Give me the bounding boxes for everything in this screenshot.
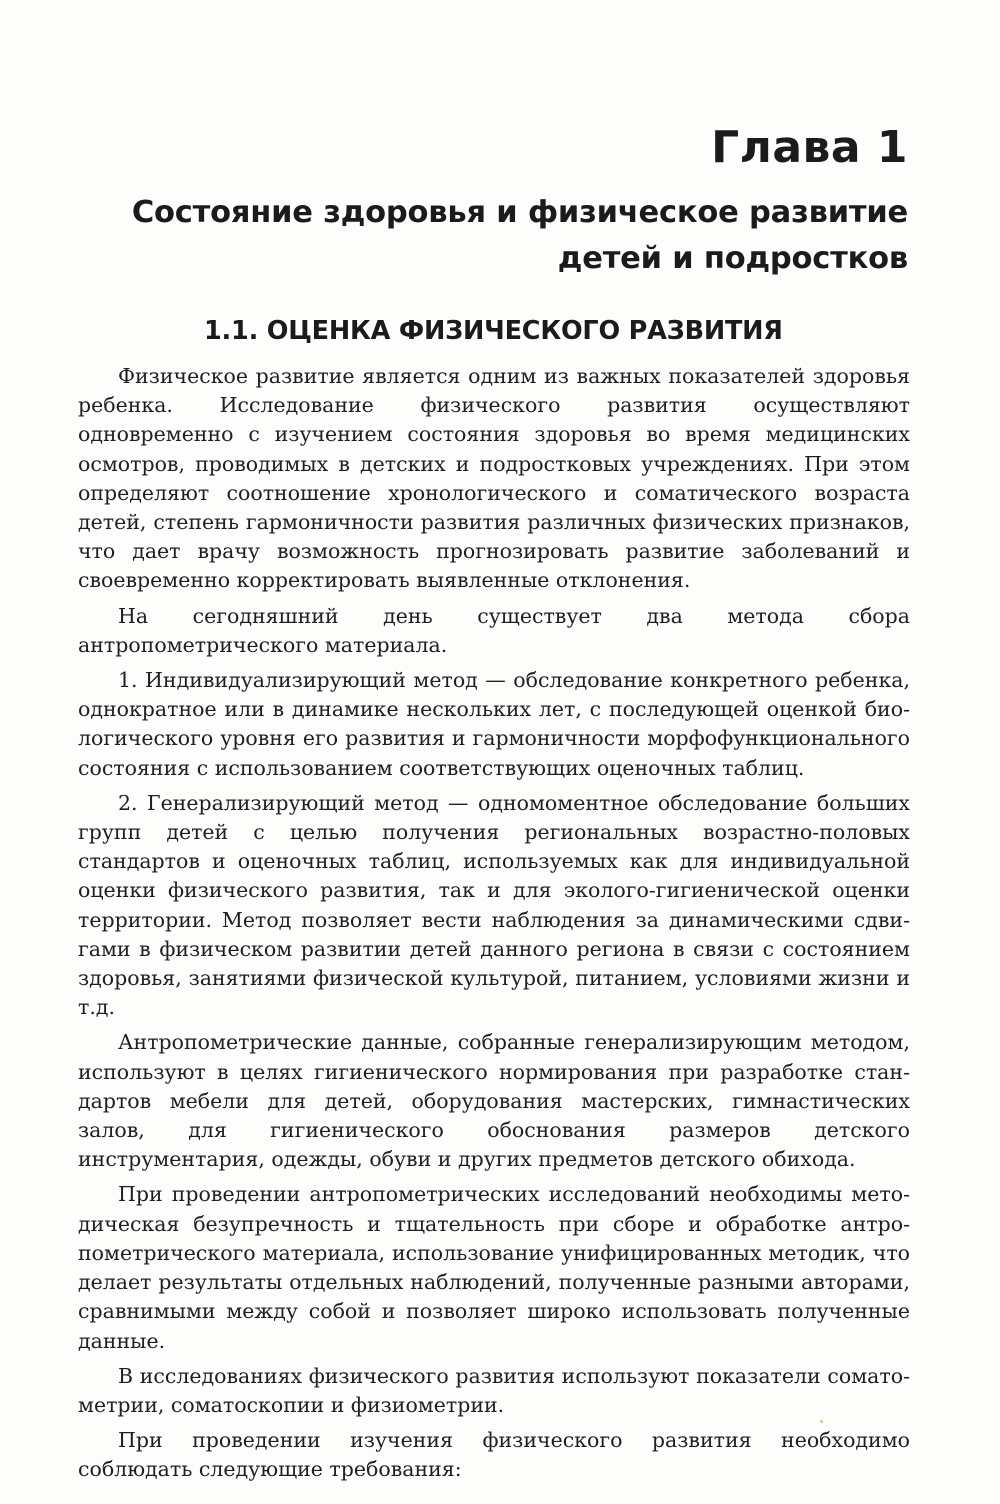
paragraph: Антропометрические данные, собранные генерализирующим методом, используют в целях гигиенического нормирования при разработке стандартов мебели для детей, оборудования мастерских, гимнастических залов, для гигиенического обоснования размеров детского инструментария, одежды, обуви и других предметов детского обихода. [78,1030,910,1172]
chapter-label: Глава 1 [711,122,908,173]
paragraph: В исследованиях физического развития используют показатели соматометрии, соматоскопии и физиометрии. [78,1363,910,1417]
paragraph: При проведении антропометрических исследований необходимы методическая безупречность и тщательность при сборе и обработке антропометрического материала, использование унифицированных методик, что делает результаты отдельных наблюдений, полученные разными авторами, сравнимыми между собой и позволяет широко использовать полученные данные. [78,1182,910,1353]
paragraph: Физическое развитие является одним из важных показателей здоровья ребенка. Исследование физического развития осуществляют одновременно с изучением состояния здоровья во время медицинских осмотров, проводимых в детских и подростковых учреждениях. При этом определяют соотношение хронологического и соматического возраста детей, степень гармоничности развития различных физических признаков, что дает врачу возможность прогнозировать развитие заболеваний и своевременно корректировать выявленные отклонения. [78,364,910,593]
paragraph: При проведении изучения физического развития необходимо соблюдать следующие требования: [78,1428,910,1482]
chapter-title [88,190,908,282]
paragraph: 2. Генерализирующий метод — одномоментное обследование больших групп детей с целью получения региональных возрастно-половых стандартов и оценочных таблиц, используемых как для индивидуальной оценки физического развития, так и для эколого-гигиенической оценки территории. Метод позволяет вести наблюдения за динамическими сдвигами в физическом развитии детей данного региона в связи с состоянием здоровья, занятиями физической культурой, питанием, условиями жизни и т.д. [78,790,910,1020]
chapter-title-line-1: Состояние здоровья и физическое развитие [131,195,908,230]
body-text [78,362,910,1485]
chapter-title-line-2: детей и подростков [557,241,908,276]
paragraph: 1. Индивидуализирующий метод — обследование конкретного ребенка, однократное или в динамике нескольких лет, с последующей оценкой биологического уровня его развития и гармоничности морфофункционального состояния с использованием соответствующих оценочных таблиц. [78,668,910,780]
paper-speck [820,1420,823,1423]
section-title: 1.1. ОЦЕНКА ФИЗИЧЕСКОГО РАЗВИТИЯ [204,316,783,346]
paragraph: На сегодняшний день существует два метода сбора антропометрического материала. [78,603,910,657]
